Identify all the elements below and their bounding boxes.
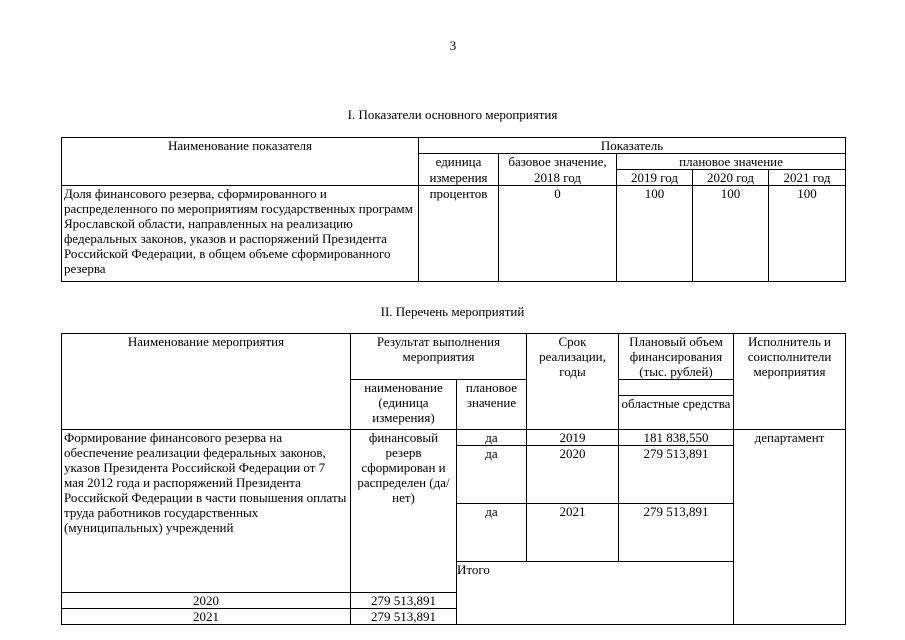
header-result-planned: плановое значение	[457, 380, 527, 430]
header-funding-spacer	[619, 380, 734, 396]
header-funding-regional: областные средства	[619, 396, 734, 430]
indicators-table	[61, 137, 846, 282]
total-label-cell: Итого	[457, 562, 734, 625]
header-result: Результат выполнения мероприятия	[351, 334, 527, 380]
indicator-2019-cell: 100	[617, 186, 693, 282]
planned-2021-cell: да	[457, 504, 527, 562]
section2-title: II. Перечень мероприятий	[380, 304, 525, 319]
header-indicator-name: Наименование показателя	[62, 138, 419, 186]
term-2020-cell: 2020	[527, 446, 619, 504]
header-executor: Исполнитель и соисполнители мероприятия	[734, 334, 846, 430]
term-2019-cell: 2019	[527, 430, 619, 446]
header-base-line2: 2018 год	[499, 170, 617, 186]
header-indicator: Показатель	[419, 138, 846, 154]
indicator-name-cell: Доля финансового резерва, сформированного и распределенного по мероприятиям государственных программ Ярославской области, направленных на реализацию федеральных законов, указов и распоряжений Президента Российской Федерации, в общем объеме сформированного резерва	[62, 186, 419, 282]
header-planned: плановое значение	[617, 154, 846, 170]
header-unit-line1: единица	[419, 154, 499, 170]
indicator-2020-cell: 100	[693, 186, 769, 282]
activity-result-cell: финансовый резерв сформирован и распределен (да/нет)	[351, 430, 457, 593]
total-year-2021: 2021	[62, 609, 351, 625]
planned-2020-cell: да	[457, 446, 527, 504]
total-year-2020: 2020	[62, 593, 351, 609]
term-2021-cell: 2021	[527, 504, 619, 562]
indicator-base-cell: 0	[499, 186, 617, 282]
activities-table	[61, 333, 846, 625]
executor-cell: департамент	[734, 430, 846, 625]
header-base-line1: базовое значение,	[499, 154, 617, 170]
header-year-2020: 2020 год	[693, 170, 769, 186]
amount-2021-cell: 279 513,891	[619, 504, 734, 562]
header-year-2019: 2019 год	[617, 170, 693, 186]
planned-2019-cell: да	[457, 430, 527, 446]
amount-2019-cell: 181 838,550	[619, 430, 734, 446]
activity-name-cell: Формирование финансового резерва на обеспечение реализации федеральных законов, указов Президента Российской Федерации от 7 мая 2012 года и распоряжений Президента Российской Федерации в части повышения оплаты труда работников государственных (муниципальных) учреждений	[62, 430, 351, 593]
header-result-name: наименование (единица измерения)	[351, 380, 457, 430]
header-funding: Плановый объем финансирования (тыс. рублей)	[619, 334, 734, 380]
indicator-2021-cell: 100	[769, 186, 846, 282]
header-year-2021: 2021 год	[769, 170, 846, 186]
section1-title: I. Показатели основного мероприятия	[347, 107, 558, 122]
total-amount-2021: 279 513,891	[351, 609, 457, 625]
header-term: Срок реализации, годы	[527, 334, 619, 430]
total-amount-2020: 279 513,891	[351, 593, 457, 609]
header-activity-name: Наименование мероприятия	[62, 334, 351, 430]
indicator-unit-cell: процентов	[419, 186, 499, 282]
amount-2020-cell: 279 513,891	[619, 446, 734, 504]
page-number: 3	[449, 38, 457, 53]
header-unit-line2: измерения	[419, 170, 499, 186]
